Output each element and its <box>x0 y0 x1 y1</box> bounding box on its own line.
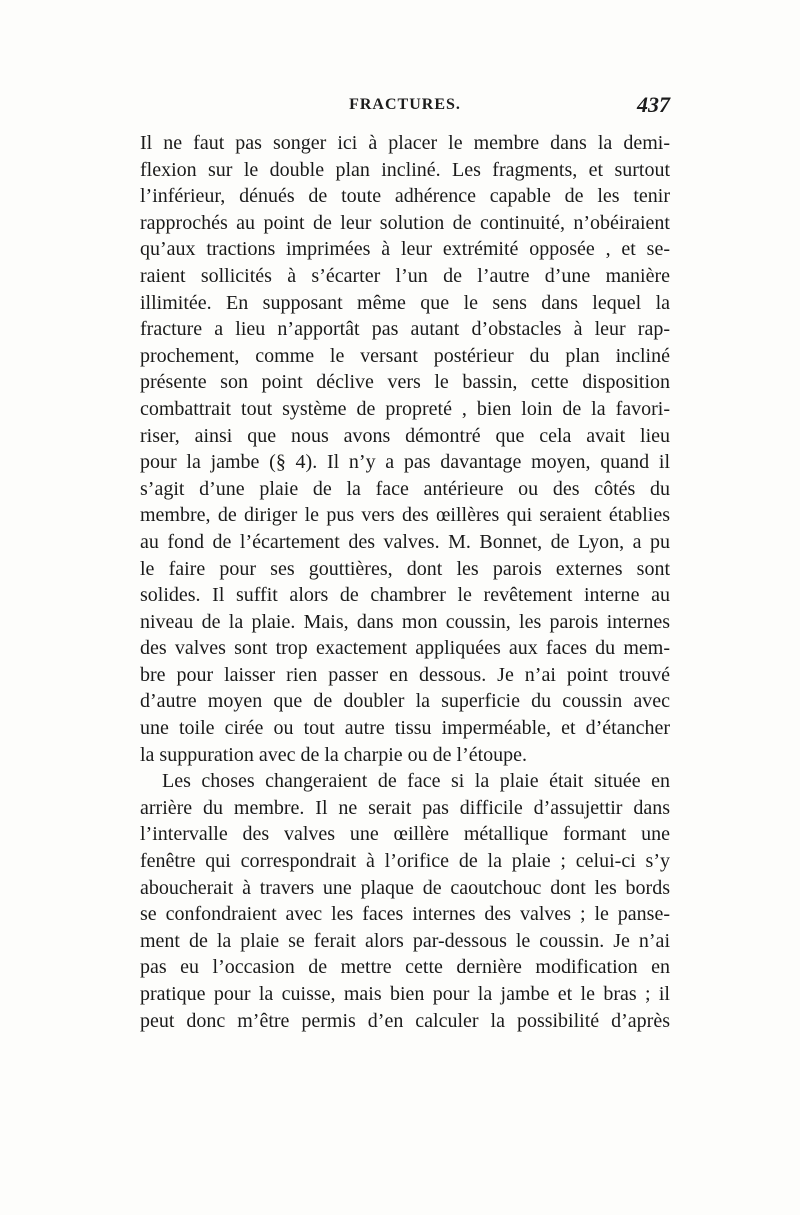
text-line: une toile cirée ou tout autre tissu imperméable, et d’étancher <box>140 717 670 740</box>
text-line: arrière du membre. Il ne serait pas difficile d’assujettir dans <box>140 796 670 819</box>
page-number: 437 <box>637 92 670 117</box>
text-line: Les choses changeraient de face si la plaie était située en <box>162 770 670 793</box>
text-line: bre pour laisser rien passer en dessous. Je n’ai point trouvé <box>140 663 670 686</box>
text-line: d’autre moyen que de doubler la superficie du coussin avec <box>140 690 670 713</box>
text-line: qu’aux tractions imprimées à leur extrémité opposée , et se- <box>140 238 670 261</box>
text-line: niveau de la plaie. Mais, dans mon coussin, les parois internes <box>140 610 670 633</box>
text-line: prochement, comme le versant postérieur du plan incliné <box>140 344 670 367</box>
text-line: flexion sur le double plan incliné. Les fragments, et surtout <box>140 158 670 181</box>
text-line: ment de la plaie se ferait alors par-dessous le coussin. Je n’ai <box>140 929 670 952</box>
text-line: riser, ainsi que nous avons démontré que cela avait lieu <box>140 424 670 447</box>
text-line: combattrait tout système de propreté , bien loin de la favori- <box>140 397 670 420</box>
text-line: membre, de diriger le pus vers des œillères qui seraient établies <box>140 504 670 527</box>
text-line: des valves sont trop exactement appliquées aux faces du mem- <box>140 637 670 660</box>
text-line: la suppuration avec de la charpie ou de l’étoupe. <box>140 743 528 766</box>
text-line: fracture a lieu n’apportât pas autant d’obstacles à leur rap- <box>140 318 670 341</box>
text-line: se confondraient avec les faces internes des valves ; le panse- <box>140 903 670 926</box>
text-line: aboucherait à travers une plaque de caoutchouc dont les bords <box>140 876 670 899</box>
text-line: l’intervalle des valves une œillère métallique formant une <box>140 823 670 846</box>
body-text <box>140 130 670 1034</box>
text-line: s’agit d’une plaie de la face antérieure ou des côtés du <box>140 477 670 500</box>
text-line: pour la jambe (§ 4). Il n’y a pas davantage moyen, quand il <box>140 451 670 474</box>
text-line: rapprochés au point de leur solution de continuité, n’obéiraient <box>140 211 670 234</box>
text-line: peut donc m’être permis d’en calculer la possibilité d’après <box>140 1009 670 1032</box>
text-line: illimitée. En supposant même que le sens dans lequel la <box>140 291 670 314</box>
running-title: FRACTURES. <box>349 96 461 113</box>
text-line: l’inférieur, dénués de toute adhérence capable de les tenir <box>140 185 670 208</box>
text-line: fenêtre qui correspondrait à l’orifice de la plaie ; celui-ci s’y <box>140 850 670 873</box>
page-header <box>140 92 670 122</box>
text-line: Il ne faut pas songer ici à placer le membre dans la demi- <box>140 132 670 154</box>
text-line: le faire pour ses gouttières, dont les parois externes sont <box>140 557 670 580</box>
text-line: pas eu l’occasion de mettre cette dernière modification en <box>140 956 670 979</box>
text-line: raient sollicités à s’écarter l’un de l’autre d’une manière <box>140 264 670 287</box>
text-line: pratique pour la cuisse, mais bien pour la jambe et le bras ; il <box>140 983 670 1005</box>
text-line: solides. Il suffit alors de chambrer le revêtement interne au <box>140 584 670 607</box>
text-line: au fond de l’écartement des valves. M. Bonnet, de Lyon, a pu <box>140 530 670 553</box>
text-line: présente son point déclive vers le bassin, cette disposition <box>140 371 670 394</box>
